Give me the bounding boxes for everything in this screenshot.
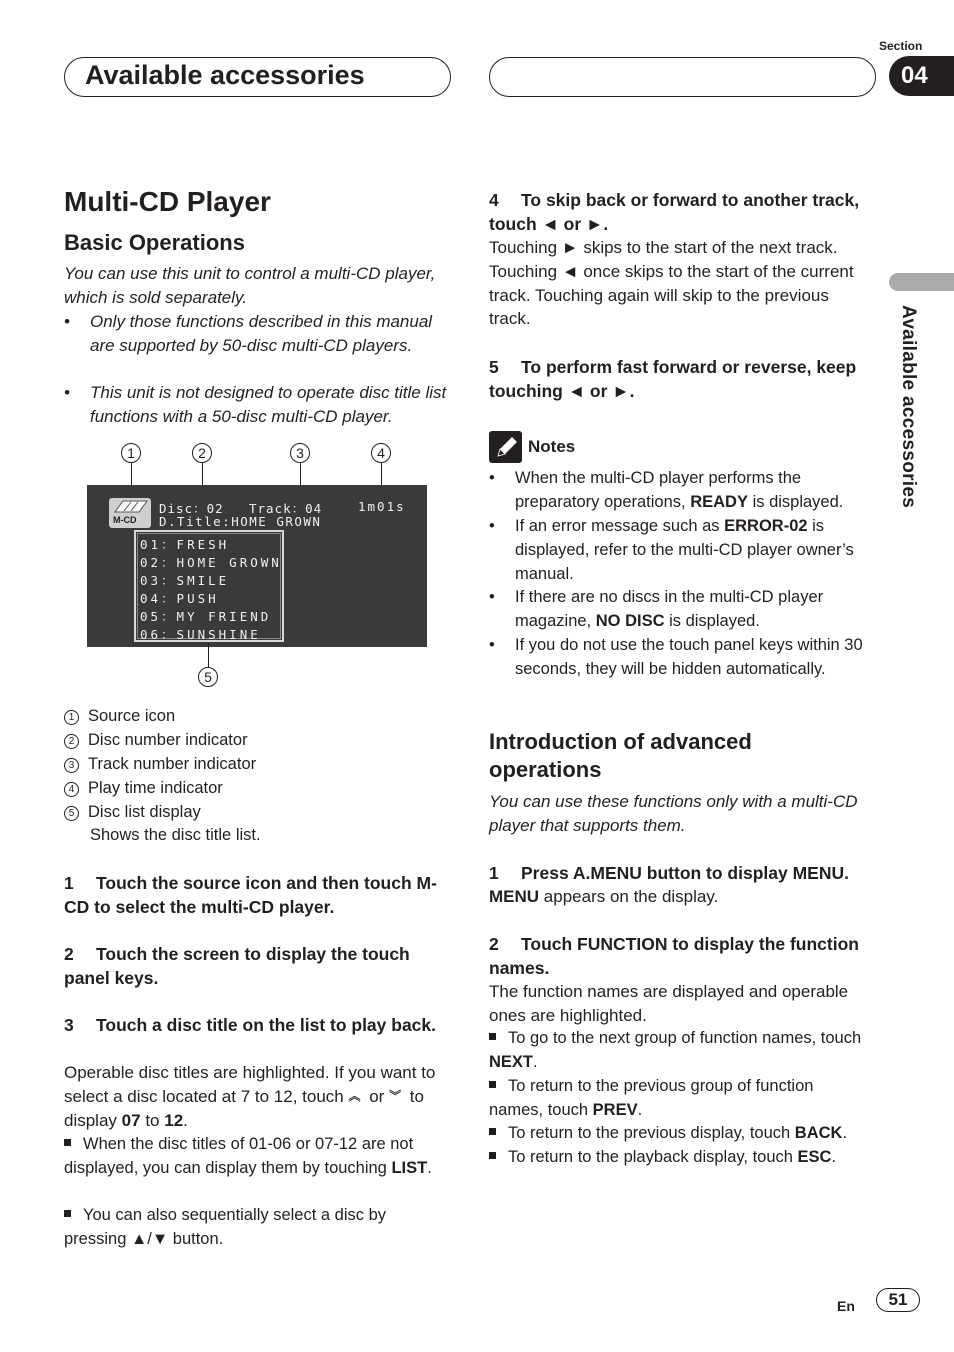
intro-bullet-text: This unit is not designed to operate disc title list functions with a 50-disc multi-CD player. [90,383,447,426]
bullet-dot: • [489,588,495,606]
note-text: When the disc titles of 01-06 or 07-12 are not displayed, you can display them by touching [64,1135,414,1177]
section-number-badge: 04 [889,56,954,96]
step-number: 3 [64,1015,74,1035]
note-text: When the multi-CD player performs the preparatory operations, [515,469,802,511]
intro-bullet [64,381,452,429]
callout-5: 5 [198,667,218,687]
header-blank-frame [489,57,876,97]
notes-icon [489,431,522,463]
note-item [64,1133,444,1181]
step-5 [489,355,874,403]
adv-step-1-text: appears on the display. [543,887,719,906]
notes-bullet [489,634,877,682]
intro-bullet [64,310,448,358]
note-bold: ESC [797,1148,832,1166]
note-text: If there are no discs in the multi-CD player magazine, [515,588,824,630]
adv-note [489,1075,864,1123]
note-square-icon [64,1210,71,1217]
note-item [64,1204,444,1252]
note-square-icon [489,1128,496,1135]
legend-number: 3 [64,758,79,773]
legend-text: Source icon [88,707,176,725]
legend-item [64,729,248,753]
header-title-frame [64,57,451,97]
note-bold: PREV [592,1100,638,1119]
footer-language: En [837,1298,855,1314]
side-vertical-label: Available accessories [898,305,919,509]
note-post: is displayed. [669,611,760,630]
note-post: . [831,1148,837,1166]
bullet-dot: • [64,383,70,402]
page-number: 51 [876,1288,920,1312]
header-title: Available accessories [85,60,365,90]
adv-step-1 [489,861,874,885]
note-bold: NO DISC [595,611,665,630]
note-text: To return to the previous group of function names, touch [489,1077,814,1119]
track-number-indicator: Track：04 [249,501,323,516]
callout-1: 1 [121,443,141,463]
source-icon-label: M-CD [113,515,137,525]
adv-note [489,1146,874,1170]
disc-list-item[interactable]: 06：SUNSHINE [140,627,261,642]
legend-number: 5 [64,806,79,821]
note-bold: NEXT [489,1052,534,1071]
callout-4: 4 [371,443,391,463]
callout-2: 2 [192,443,212,463]
legend-number: 2 [64,734,79,749]
note-bold: ERROR-02 [724,517,808,535]
adv-step-2-body: The function names are displayed and operable ones are highlighted. [489,982,849,1025]
source-icon[interactable] [109,498,151,528]
note-bold: LIST [391,1158,428,1177]
bullet-dot: • [489,517,495,535]
notes-bullet [489,467,875,515]
disc-range-start: 07 [121,1110,141,1130]
bullet-dot: • [64,312,70,331]
legend-item [64,705,175,729]
step-4 [489,188,874,236]
legend-number: 4 [64,782,79,797]
notes-bullet [489,586,877,634]
disc-list-item[interactable]: 05：MY FRIEND [140,609,272,624]
step-3-end: . [183,1110,188,1130]
note-square-icon [64,1139,71,1146]
intro-text: You can use this unit to control a multi-CD player, which is sold separately. [64,264,436,307]
step-number: 5 [489,357,499,377]
note-square-icon [489,1033,496,1040]
leader-line [208,643,209,667]
disc-title: D.Title:HOME GROWN [159,514,322,529]
note-text: If an error message such as [515,517,720,535]
step-3-to: to [145,1110,160,1130]
step-3-body [64,1061,444,1132]
step-text: To skip back or forward to another track, touch ◄ or ►. [489,190,860,234]
play-time-indicator: 1m01s [358,499,406,514]
callout-3: 3 [290,443,310,463]
step-text: Touch the screen to display the touch panel keys. [64,944,410,988]
step-number: 2 [489,934,499,954]
note-post: . [533,1052,538,1071]
section-heading: Basic Operations [64,230,245,255]
intro-bullet-text: Only those functions described in this manual are supported by 50-disc multi-CD players. [90,312,433,355]
multi-cd-display [87,485,427,647]
note-square-icon [489,1152,496,1159]
advanced-intro: You can use these functions only with a multi-CD player that supports them. [489,792,858,835]
note-text: If you do not use the touch panel keys within 30 seconds, they will be hidden automatically. [515,636,863,678]
disc-number-indicator: Disc：02 [159,501,224,516]
step-text: Touch FUNCTION to display the function names. [489,934,859,978]
note-bold: BACK [794,1124,843,1142]
step-4-body: Touching ► skips to the start of the next track. Touching ◄ once skips to the start of the current track. Touching again will skip to the previous track. [489,238,854,329]
disc-list-item[interactable]: 02：HOME GROWN [140,555,282,570]
legend-item [64,801,201,825]
note-text: You can also sequentially select a disc by pressing ▲/▼ button. [64,1206,386,1248]
adv-step-2 [489,932,864,980]
note-post: is displayed. [752,492,844,511]
step-number: 1 [489,863,499,883]
disc-list-item[interactable]: 01：FRESH [140,537,230,552]
legend-number: 1 [64,710,79,725]
bullet-dot: • [489,636,495,654]
adv-step-1-body [489,885,874,909]
step-2 [64,942,444,990]
step-3-to-display: to display [64,1086,424,1130]
note-post: . [427,1158,432,1177]
page-down-icon: ︾ [389,1088,402,1103]
notes-bullet [489,515,875,586]
legend-text: Disc number indicator [88,731,248,749]
step-1 [64,871,444,919]
note-square-icon [489,1081,496,1088]
disc-list-item[interactable]: 03：SMILE [140,573,230,588]
note-text: To return to the previous display, touch [508,1124,791,1142]
legend-item [64,753,256,777]
legend-item [64,777,223,801]
legend-text: Disc list display [88,803,201,821]
legend-text: Track number indicator [88,755,257,773]
side-tab-marker [889,273,954,291]
menu-label: MENU [489,887,540,906]
disc-list-display [134,530,284,642]
page-up-icon: ︽ [348,1088,361,1103]
disc-range-end: 12 [164,1110,184,1130]
note-post: is displayed, refer to the multi-CD player owner’s manual. [515,517,854,583]
notes-title: Notes [528,437,576,456]
step-text: To perform fast forward or reverse, keep touching ◄ or ►. [489,357,857,401]
note-text: To return to the playback display, touch [508,1148,793,1166]
note-bold: READY [690,492,748,511]
step-number: 4 [489,190,499,210]
step-text: Press A.MENU button to display MENU. [521,863,849,883]
disc-list-item[interactable]: 04：PUSH [140,591,219,606]
note-post: . [842,1124,848,1142]
step-text: Touch a disc title on the list to play back. [96,1015,437,1035]
disc-stack-icon [109,498,151,514]
step-3-or: or [369,1086,385,1106]
bullet-dot: • [489,469,495,487]
pencil-icon [489,431,522,463]
step-number: 2 [64,944,74,964]
adv-note [489,1027,864,1075]
page-heading: Multi-CD Player [64,186,271,217]
legend-text: Play time indicator [88,779,223,797]
step-3-body-text: Operable disc titles are highlighted. If you want to select a disc located at 7 to 12, touch [64,1063,436,1106]
advanced-heading: Introduction of advanced operations [489,729,752,782]
note-text: To go to the next group of function names, touch [508,1029,862,1047]
note-post: . [637,1100,643,1119]
step-number: 1 [64,873,74,893]
legend-note: Shows the disc title list. [90,826,261,844]
step-text: Touch the source icon and then touch M-CD to select the multi-CD player. [64,873,437,917]
adv-note [489,1122,874,1146]
step-3 [64,1013,444,1037]
section-label: Section [879,39,923,53]
